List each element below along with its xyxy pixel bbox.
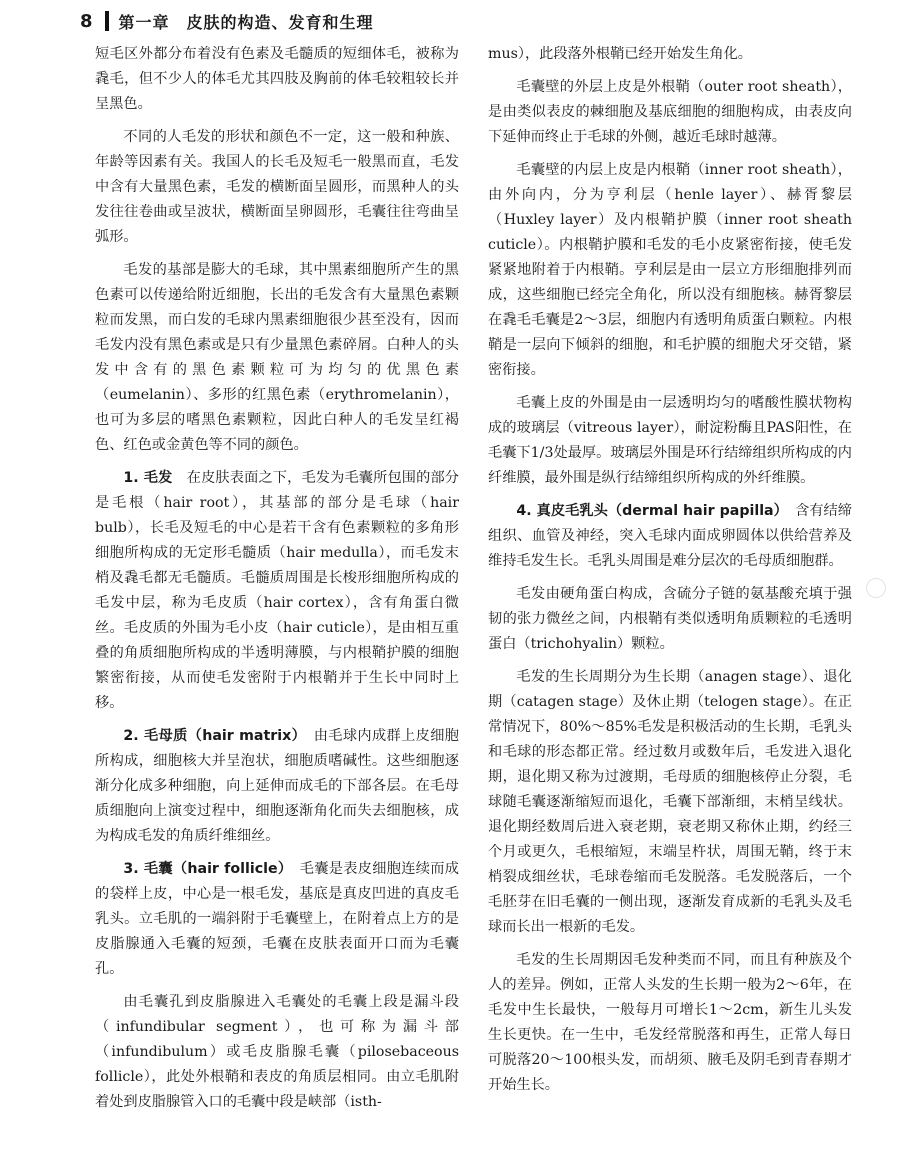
section-heading: 1. 毛发: [123, 470, 173, 486]
paragraph: 毛发的基部是膨大的毛球，其中黑素细胞所产生的黑色素可以传递给附近细胞，长出的毛发含有大量黑色素颗粒而发黑，而白发的毛球内黑素细胞很少甚至没有，因而毛发内没有黑色素或是只有少量黑色素碎屑。白种人的头发中含有的黑色素颗粒可为均匀的优黑色素（eumelanin）、多形的红黑色素（erythromelanin），也可为多层的嗜黑色素颗粒，因此白种人的毛发呈红褐色、红色或金黄色等不同的颜色。: [95, 262, 459, 453]
paragraph-body: 毛囊是表皮细胞连续而成的袋样上皮，中心是一根毛发，基底是真皮凹进的真皮毛乳头。立毛肌的一端斜附于毛囊壁上，在附着点上方的是皮脂腺通入毛囊的短颈，毛囊在皮肤表面开口而为毛囊孔。: [95, 861, 459, 977]
left-column: [95, 42, 459, 1115]
paragraph: 毛发的生长周期分为生长期（anagen stage）、退化期（catagen stage）及休止期（telogen stage）。在正常情况下，80%～85%毛发是积极活动的生长期，毛乳头和毛球的形态都正常。经过数月或数年后，毛发进入退化期，退化期又称为过渡期，毛母质的细胞核停止分裂，毛球随毛囊逐渐缩短而退化，毛囊下部渐细，末梢呈线状。退化期经数周后进入衰老期，衰老期又称休止期，约经三个月或更久，毛根缩短，末端呈杵状，周围无鞘，终于末梢裂成细丝状，毛球卷缩而毛发脱落。毛发脱落后，一个毛胚芽在旧毛囊的一侧出现，逐渐发育成新的毛乳头及毛球而长出一根新的毛发。: [488, 669, 852, 935]
watermark-icon: [866, 578, 886, 598]
paragraph: 由毛囊孔到皮脂腺进入毛囊处的毛囊上段是漏斗段（infundibular segment），也可称为漏斗部（infundibulum）或毛皮脂腺毛囊（pilosebaceous follicle），此处外根鞘和表皮的角质层相同。由立毛肌附着处到皮脂腺管入口的毛囊中段是峡部（isth-: [95, 994, 459, 1110]
paragraph: 毛发的生长周期因毛发种类而不同，而且有种族及个人的差异。例如，正常人头发的生长期一般为2～6年，在毛发中生长最快，一般每月可增长1～2cm，新生儿头发生长更快。在一生中，毛发经常脱落和再生，正常人每日可脱落20～100根头发，而胡须、腋毛及阴毛到青春期才开始生长。: [488, 952, 852, 1093]
paragraph-body: 由毛球内成群上皮细胞所构成，细胞核大并呈泡状，细胞质嗜碱性。这些细胞逐渐分化成多种细胞，向上延伸而成毛的下部各层。在毛母质细胞向上演变过程中，细胞逐渐角化而失去细胞核，成为构成毛发的角质纤维细丝。: [95, 728, 459, 844]
paragraph: [488, 499, 852, 574]
page-number: 8: [80, 10, 93, 32]
paragraph: 毛发由硬角蛋白构成，含硫分子链的氨基酸充填于强韧的张力微丝之间，内根鞘有类似透明角质颗粒的毛透明蛋白（trichohyalin）颗粒。: [488, 586, 852, 652]
running-header: [80, 8, 374, 34]
paragraph: [95, 724, 459, 849]
header-divider: [105, 11, 109, 31]
section-heading: 3. 毛囊（hair follicle）: [123, 861, 286, 877]
paragraph: [95, 857, 459, 982]
paragraph: mus），此段落外根鞘已经开始发生角化。: [488, 46, 752, 62]
paragraph: 不同的人毛发的形状和颜色不一定，这一般和种族、年龄等因素有关。我国人的长毛及短毛一般黑而直，毛发中含有大量黑色素，毛发的横断面呈圆形，而黑种人的头发往往卷曲或呈波状，横断面呈卵圆形，毛囊往往弯曲呈弧形。: [95, 129, 459, 245]
chapter-title: 第一章 皮肤的构造、发育和生理: [118, 12, 374, 32]
paragraph: 短毛区外都分布着没有色素及毛髓质的短细体毛，被称为毳毛，但不少人的体毛尤其四肢及胸前的体毛较粗较长并呈黑色。: [95, 46, 459, 112]
paragraph: 毛囊上皮的外围是由一层透明均匀的嗜酸性膜状物构成的玻璃层（vitreous layer），耐淀粉酶且PAS阳性，在毛囊下1/3处最厚。玻璃层外围是环行结缔组织所构成的内纤维膜，最外围是纵行结缔组织所构成的外纤维膜。: [488, 395, 852, 486]
paragraph: 毛囊壁的外层上皮是外根鞘（outer root sheath），是由类似表皮的棘细胞及基底细胞的细胞构成，由表皮向下延伸而终止于毛球的外侧，越近毛球时越薄。: [488, 79, 852, 145]
right-column: [488, 42, 852, 1098]
paragraph: [95, 466, 459, 716]
paragraph: 毛囊壁的内层上皮是内根鞘（inner root sheath），由外向内，分为亨利层（henle layer）、赫胥黎层（Huxley layer）及内根鞘护膜（inner root sheath cuticle）。内根鞘护膜和毛发的毛小皮紧密衔接，使毛发紧紧地附着于内根鞘。亨利层是由一层立方形细胞排列而成，这些细胞已经完全角化，所以没有细胞核。赫胥黎层在毳毛毛囊是2～3层，细胞内有透明角质蛋白颗粒。内根鞘是一层向下倾斜的细胞，和毛护膜的细胞犬牙交错，紧密衔接。: [488, 162, 852, 378]
section-heading: 4. 真皮毛乳头（dermal hair papilla）: [516, 503, 781, 519]
paragraph-body: 在皮肤表面之下，毛发为毛囊所包围的部分是毛根（hair root），其基部的部分是毛球（hair bulb），长毛及短毛的中心是若干含有色素颗粒的多角形细胞所构成的无定形毛髓质（hair medulla），而毛发末梢及毳毛都无毛髓质。毛髓质周围是长梭形细胞所构成的毛发中层，称为毛皮质（hair cortex），含有角蛋白微丝。毛皮质的外围为毛小皮（hair cuticle），是由相互重叠的角质细胞所构成的半透明薄膜，与内根鞘护膜的细胞繁密衔接，从而使毛发密附于内根鞘并于生长中同时上移。: [95, 470, 459, 711]
paragraph-body: 含有结缔组织、血管及神经，突入毛球内面成卵圆体以供给营养及维持毛发生长。毛乳头周围是难分层次的毛母质细胞群。: [488, 503, 852, 569]
section-heading: 2. 毛母质（hair matrix）: [123, 728, 300, 744]
